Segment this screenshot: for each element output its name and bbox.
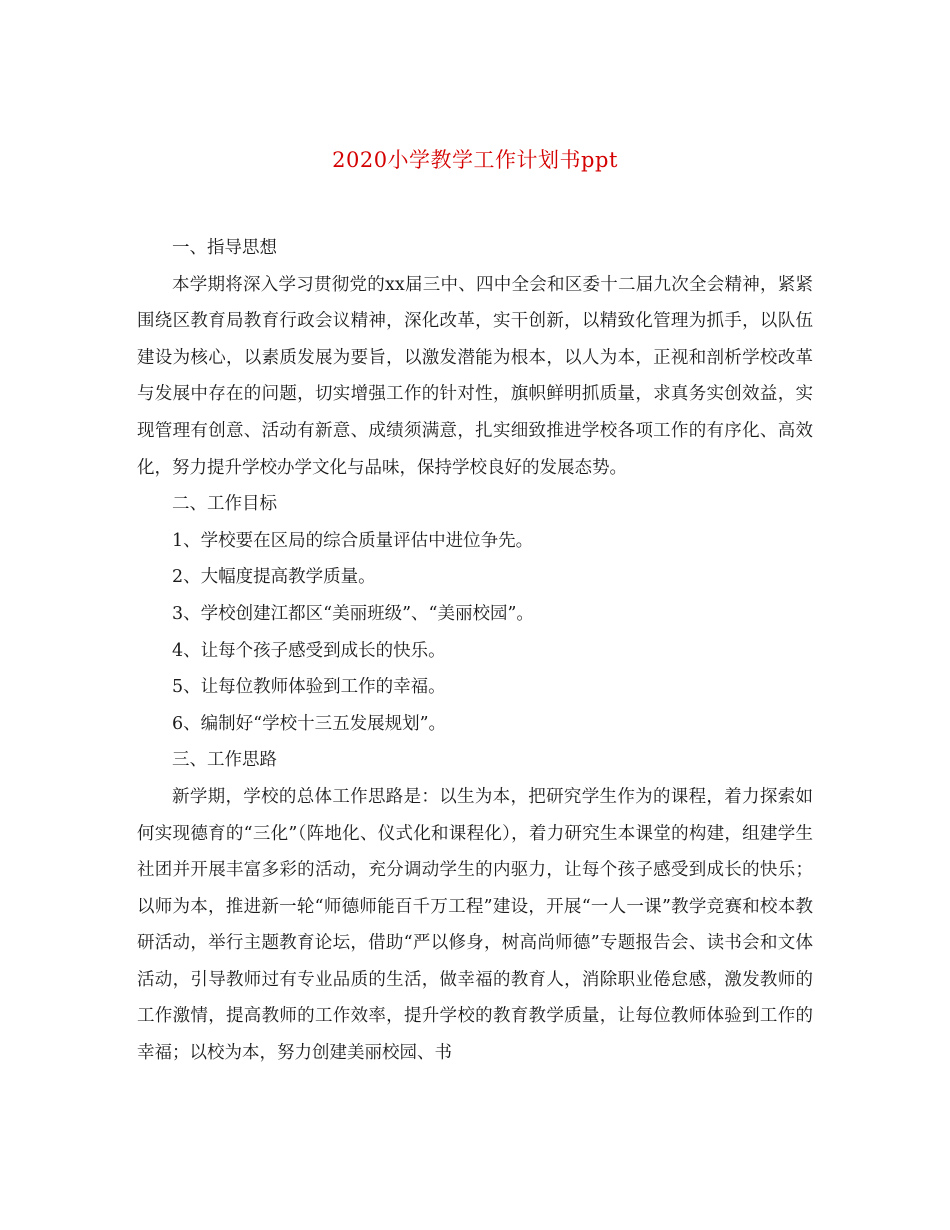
- document-title: 2020小学教学工作计划书ppt: [332, 148, 618, 172]
- section-heading-guiding: 一、指导思想: [172, 238, 277, 258]
- goal-item: 4、让每个孩子感受到成长的快乐。: [172, 640, 446, 661]
- section-heading-approach: 三、工作思路: [172, 750, 277, 771]
- goal-item: 5、让每位教师体验到工作的幸福。: [172, 677, 446, 698]
- goal-item: 6、编制好“学校十三五发展规划”。: [172, 713, 447, 734]
- paragraph-approach: 新学期，学校的总体工作思路是：以生为本，把研究学生作为的课程，着力探索如何实现德育的“三化”（阵地化、仪式化和课程化），着力研究生本课堂的构建，组建学生社团并开展丰富多彩的活动，充分调动学生的内驱力，让每个孩子感受到成长的快乐；以师为本，推进新一轮“师德师能百千万工程”建设，开展“一人一课”教学竞赛和校本教研活动，举行主题教育论坛，借助“严以修身，树高尚师德”专题报告会、读书会和文体活动，引导教师过有专业品质的生活，做幸福的教育人，消除职业倦怠感，激发教师的工作激情，提高教师的工作效率，提升学校的教育教学质量，让每位教师体验到工作的幸福；以校为本，努力创建美丽校园、书: [137, 786, 813, 1064]
- section-heading-goals: 二、工作目标: [172, 494, 277, 515]
- document-body: [137, 230, 813, 1072]
- paragraph-guiding: 本学期将深入学习贯彻党的xx届三中、四中全会和区委十二届九次全会精神，紧紧围绕区教育局教育行政会议精神，深化改革，实干创新，以精致化管理为抓手，以队伍建设为核心，以素质发展为要旨，以激发潜能为根本，以人为本，正视和剖析学校改革与发展中存在的问题，切实增强工作的针对性，旗帜鲜明抓质量，求真务实创效益，实现管理有创意、活动有新意、成绩须满意，扎实细致推进学校各项工作的有序化、高效化，努力提升学校办学文化与品味，保持学校良好的发展态势。: [137, 274, 813, 478]
- goal-item: 2、大幅度提高教学质量。: [172, 567, 376, 588]
- goal-item: 3、学校创建江都区“美丽班级”、“美丽校园”。: [172, 603, 534, 624]
- goal-item: 1、学校要在区局的综合质量评估中进位争先。: [172, 530, 534, 551]
